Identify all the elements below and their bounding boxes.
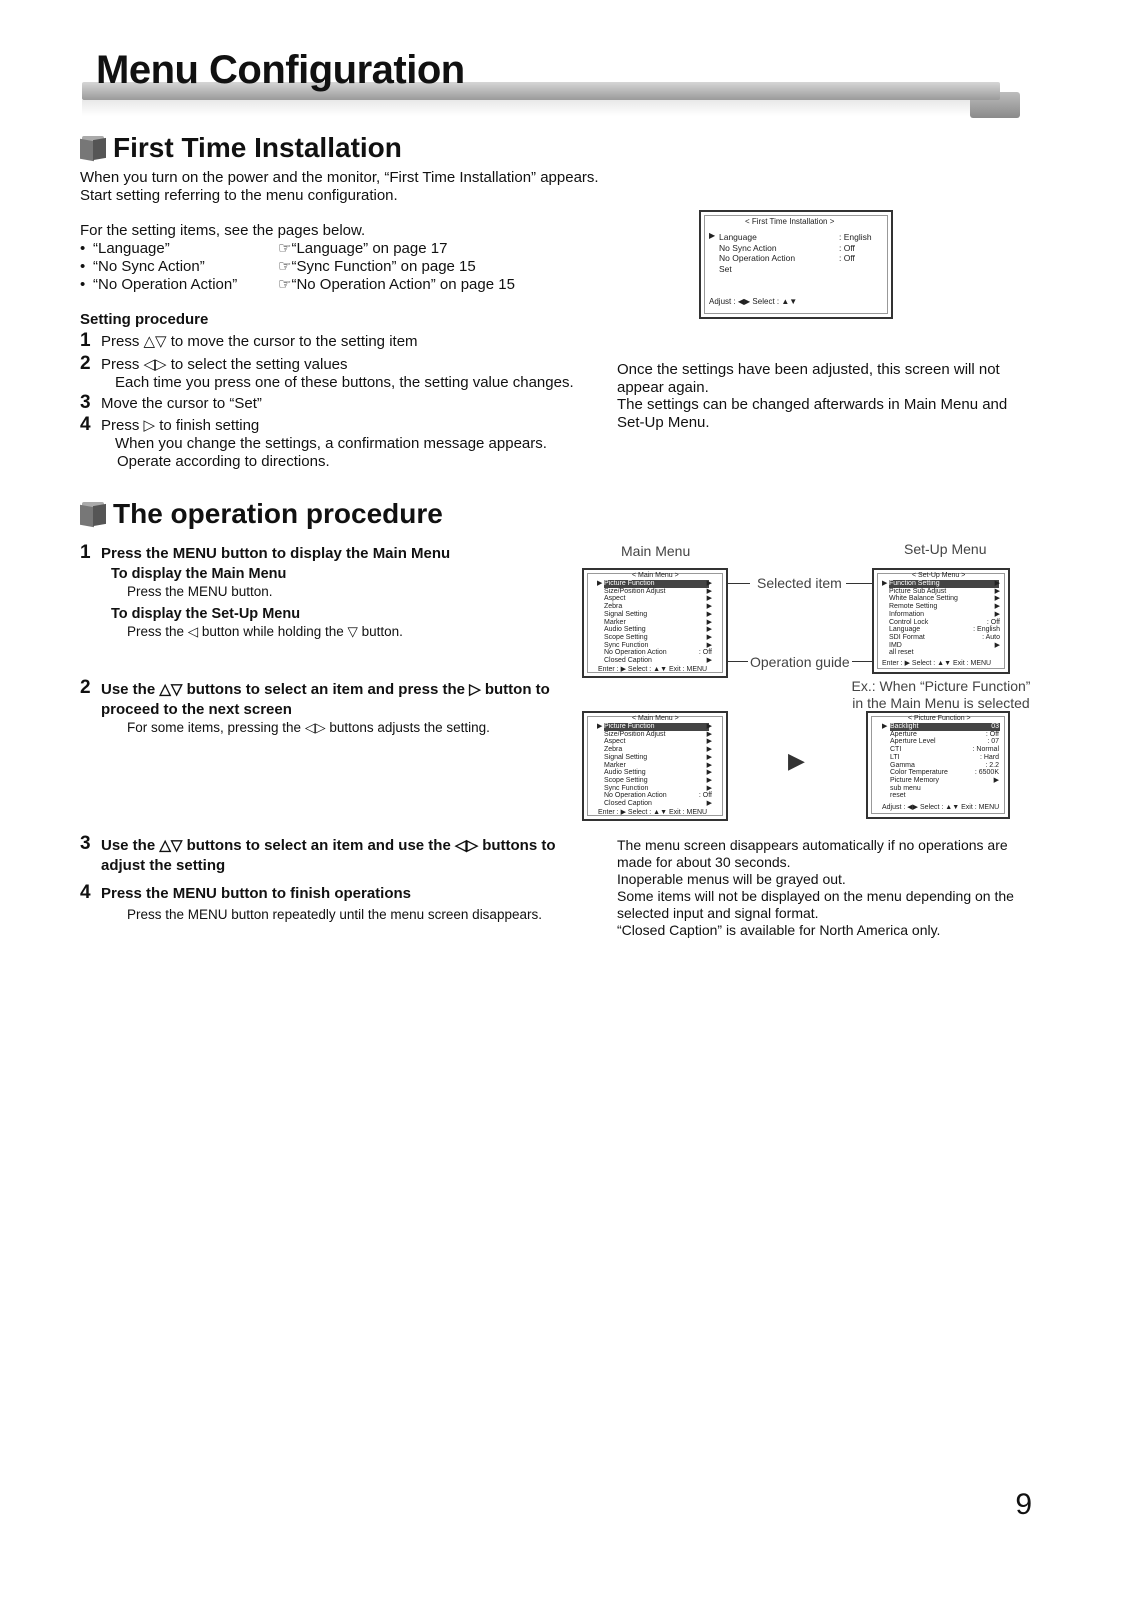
menu-markers: ▶ ▶ ▶ ▶ ▶ ▶ ▶ ▶ ▶ : Off ▶	[698, 580, 712, 665]
selected-item-label: Selected item	[757, 575, 842, 591]
intro-line-1: When you turn on the power and the monitor, “First Time Installation” appears.	[80, 169, 599, 186]
menu-guide: Adjust : ◀▶ Select : ▲▼ Exit : MENU	[882, 804, 1000, 811]
step-1-text: Press the MENU button to display the Main Menu	[101, 545, 451, 562]
ref-bullet: •	[80, 240, 86, 257]
step-sub: Each time you press one of these buttons, the setting value changes.	[115, 374, 574, 391]
intro-line-2: Start setting referring to the menu configuration.	[80, 187, 398, 204]
page-number: 9	[1015, 1488, 1032, 1521]
menu-items: Picture Sub Adjust White Balance Setting Remote Setting Information Control Lock Language SDI Format IMD all reset	[889, 587, 958, 657]
cursor-icon: ▶	[882, 580, 888, 587]
menu-items: Aperture Aperture Level CTI LTI Gamma Color Temperature Picture Memory sub menu reset	[890, 730, 948, 800]
step-text: Press ▷ to finish setting	[101, 417, 260, 434]
menu-items: Size/Position Adjust Aspect Zebra Signal Setting Marker Audio Setting Scope Setting Sync Function No Operation Action Closed Caption	[604, 730, 667, 808]
step-number: 4	[80, 414, 91, 435]
menu-values: 03 : Off : 07 : Normal : Hard : 2.2 : 6500K ▶	[972, 723, 999, 784]
step-number: 1	[80, 330, 91, 351]
menu-item-selected: Function Setting	[889, 580, 999, 588]
step-number: 2	[80, 677, 91, 698]
menu-item-selected: Picture Function	[604, 723, 709, 731]
main-menu-screen	[582, 568, 728, 678]
screen-guide: Adjust : ◀▶ Select : ▲▼	[709, 297, 798, 306]
ref-page: ☞“No Operation Action” on page 15	[278, 276, 515, 293]
screen-labels: Language No Sync Action No Operation Action Set	[719, 232, 796, 274]
menu-title: < Main Menu >	[632, 572, 679, 579]
step-3-text: Use the △▽ buttons to select an item and use the ◁▷ buttons to adjust the setting	[101, 837, 556, 874]
settings-note-2: The settings can be changed afterwards in Main Menu and Set-Up Menu.	[617, 396, 1008, 431]
main-menu-screen-2	[582, 711, 728, 821]
first-time-installation-screen	[699, 210, 893, 319]
menu-guide: Enter : ▶ Select : ▲▼ Exit : MENU	[598, 809, 708, 816]
section-title-operation: The operation procedure	[113, 498, 443, 529]
cursor-icon: ▶	[709, 231, 716, 240]
ref-item: “No Sync Action”	[93, 258, 205, 275]
menu-title: < Picture Function >	[908, 715, 971, 722]
operation-guide-label: Operation guide	[750, 654, 850, 670]
step-1-sub: Press the MENU button.	[127, 584, 273, 599]
step-2-sub: For some items, pressing the ◁▷ buttons adjusts the setting.	[127, 720, 490, 735]
step-sub: Operate according to directions.	[117, 453, 330, 470]
step-4-text: Press the MENU button to finish operations	[101, 885, 412, 902]
step-4-sub: Press the MENU button repeatedly until the menu screen disappears.	[127, 907, 542, 922]
section-icon	[80, 136, 106, 160]
menu-guide: Enter : ▶ Select : ▲▼ Exit : MENU	[882, 660, 992, 667]
picture-function-screen	[866, 711, 1010, 819]
ref-bullet: •	[80, 276, 86, 293]
step-text: Move the cursor to “Set”	[101, 395, 262, 412]
menu-markers: ▶ ▶ ▶ ▶ ▶ ▶ ▶ ▶ ▶ : Off ▶	[698, 723, 712, 808]
procedure-title: Setting procedure	[80, 311, 209, 328]
ref-page: ☞“Sync Function” on page 15	[278, 258, 476, 275]
step-number: 2	[80, 353, 91, 374]
menu-title: < Set-Up Menu >	[912, 572, 966, 579]
step-number: 4	[80, 882, 91, 903]
screen-values: : English : Off : Off	[839, 232, 872, 263]
step-text: Press ◁▷ to select the setting values	[101, 356, 348, 373]
step-1-sub-title: To display the Main Menu	[111, 566, 287, 582]
step-number: 1	[80, 542, 91, 563]
ref-page: ☞“Language” on page 17	[278, 240, 448, 257]
main-menu-label: Main Menu	[621, 543, 691, 559]
cursor-icon: ▶	[882, 723, 888, 730]
example-note: Ex.: When “Picture Function” in the Main Menu is selected	[851, 678, 1031, 711]
step-text: Press △▽ to move the cursor to the setting item	[101, 333, 418, 350]
menu-title: < Main Menu >	[632, 715, 679, 722]
section-title-first-time: First Time Installation	[113, 132, 402, 163]
cursor-icon: ▶	[597, 580, 603, 587]
next-screen-arrow-icon: ▶	[788, 748, 805, 773]
menu-notes: The menu screen disappears automatically if no operations are made for about 30 seconds. Inoperable menus will be grayed out. Some items will not be displayed on the menu depending on the selected input and signal format. “Closed Caption” is available for North America only.	[617, 837, 1014, 938]
cursor-icon: ▶	[597, 723, 603, 730]
title-bar-shadow	[82, 100, 1018, 116]
refs-intro: For the setting items, see the pages below.	[80, 222, 366, 239]
menu-items: Size/Position Adjust Aspect Zebra Signal Setting Marker Audio Setting Scope Setting Sync Function No Operation Action Closed Caption	[604, 587, 667, 665]
page-title: Menu Configuration	[96, 48, 465, 92]
menu-guide: Enter : ▶ Select : ▲▼ Exit : MENU	[598, 666, 708, 673]
step-number: 3	[80, 833, 91, 854]
section-icon	[80, 502, 106, 526]
ref-bullet: •	[80, 258, 86, 275]
step-1-sub-2: Press the ◁ button while holding the ▽ button.	[127, 624, 403, 639]
step-number: 3	[80, 392, 91, 413]
menu-values: ▶ ▶ ▶ ▶ ▶ : Off : English : Auto ▶	[973, 580, 1000, 649]
step-sub: When you change the settings, a confirmation message appears.	[115, 435, 547, 452]
menu-item-selected: Picture Function	[604, 580, 709, 588]
step-1-sub-title-2: To display the Set-Up Menu	[111, 606, 301, 622]
ref-item: “No Operation Action”	[93, 276, 238, 293]
settings-note: Once the settings have been adjusted, this screen will not appear again.	[617, 361, 1000, 396]
setup-menu-screen	[872, 568, 1010, 674]
ref-item: “Language”	[93, 240, 170, 257]
step-2-text: Use the △▽ buttons to select an item and press the ▷ button to proceed to the next screen	[101, 681, 550, 718]
menu-item-selected: Backlight	[890, 723, 1000, 731]
setup-menu-label: Set-Up Menu	[904, 541, 987, 557]
screen-title: < First Time Installation >	[745, 217, 835, 226]
